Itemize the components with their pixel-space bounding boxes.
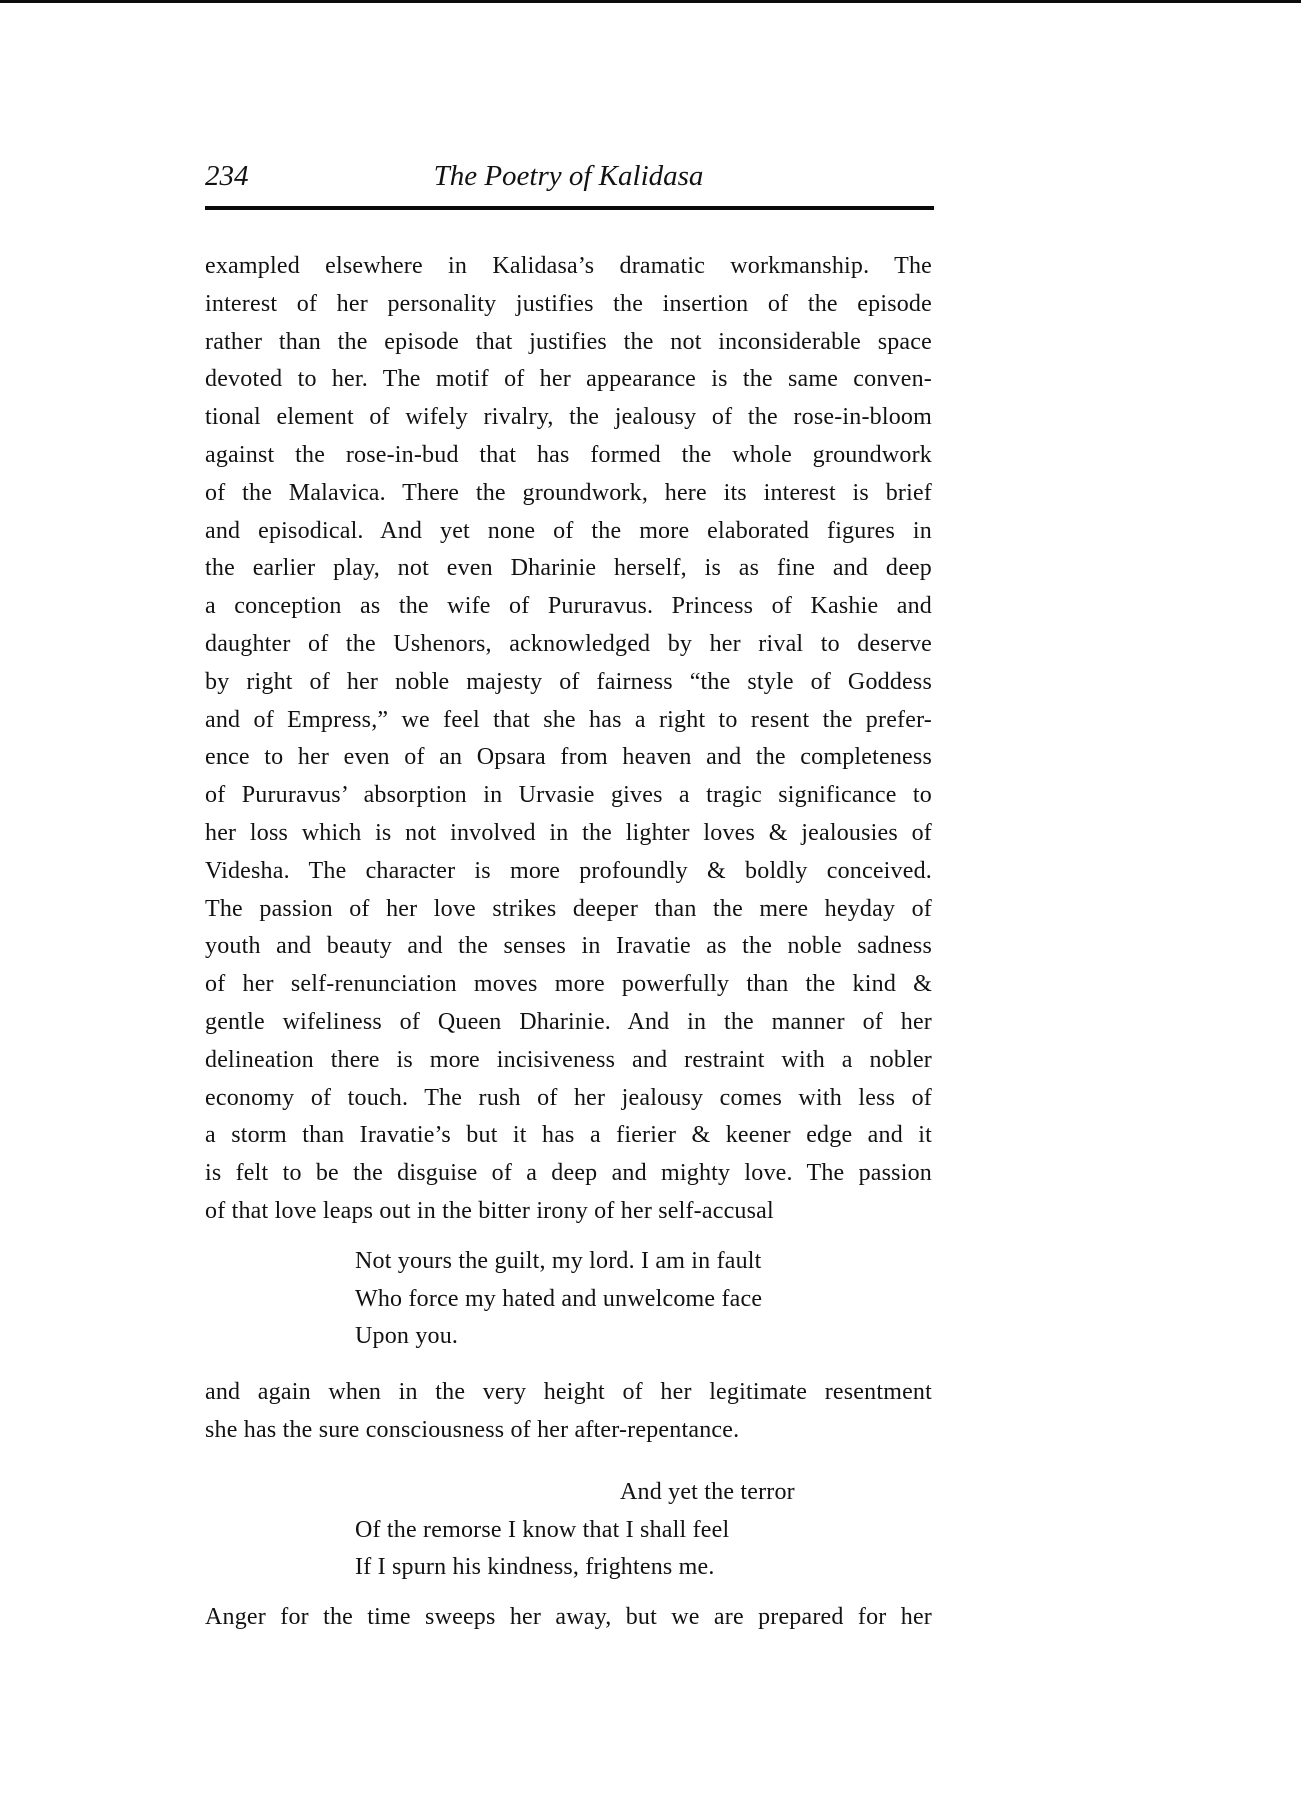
text-line: of Pururavus’ absorption in Urvasie gives a tragic significance to bbox=[205, 782, 932, 809]
text-line: of her self-renunciation moves more powerfully than the kind & bbox=[205, 971, 932, 998]
running-title: The Poetry of Kalidasa bbox=[433, 160, 704, 192]
text-line: exampled elsewhere in Kalidasa’s dramatic workmanship. The bbox=[205, 253, 932, 279]
text-line: of that love leaps out in the bitter irony of her self-accusal bbox=[205, 1197, 774, 1224]
text-line: by right of her noble majesty of fairness “the style of Goddess bbox=[205, 668, 932, 695]
scan-artifact-top-edge bbox=[0, 0, 1301, 3]
paragraph bbox=[205, 248, 932, 1231]
header-rule bbox=[205, 206, 934, 210]
verse-line: And yet the terror bbox=[620, 1478, 795, 1505]
text-line: daughter of the Ushenors, acknowledged by her rival to deserve bbox=[205, 630, 932, 657]
verse-quote bbox=[355, 1474, 932, 1587]
text-line: Videsha. The character is more profoundly & boldly conceived. bbox=[205, 857, 932, 884]
verse-line: Not yours the guilt, my lord. I am in fault bbox=[355, 1247, 762, 1274]
text-line: she has the sure consciousness of her after-repentance. bbox=[205, 1416, 740, 1443]
paragraph bbox=[205, 1374, 932, 1450]
page-header bbox=[205, 158, 932, 198]
text-line: gentle wifeliness of Queen Dharinie. And in the manner of her bbox=[205, 1008, 932, 1035]
text-line: ence to her even of an Opsara from heaven and the completeness bbox=[205, 744, 932, 771]
text-line: the earlier play, not even Dharinie herself, is as fine and deep bbox=[205, 555, 932, 582]
text-line: and episodical. And yet none of the more elaborated figures in bbox=[205, 517, 932, 544]
text-line: her loss which is not involved in the lighter loves & jealousies of bbox=[205, 819, 932, 846]
text-line: tional element of wifely rivalry, the jealousy of the rose-in-bloom bbox=[205, 404, 932, 431]
text-line: against the rose-in-bud that has formed the whole groundwork bbox=[205, 441, 932, 468]
page-number: 234 bbox=[205, 160, 249, 192]
text-line: economy of touch. The rush of her jealousy comes with less of bbox=[205, 1084, 932, 1111]
body-text bbox=[205, 248, 932, 1637]
text-line: a conception as the wife of Pururavus. Princess of Kashie and bbox=[205, 593, 932, 620]
text-line: devoted to her. The motif of her appearance is the same conven- bbox=[205, 366, 932, 393]
text-line: interest of her personality justifies the insertion of the episode bbox=[205, 290, 932, 317]
text-line: delineation there is more incisiveness and restraint with a nobler bbox=[205, 1046, 932, 1073]
text-line: a storm than Iravatie’s but it has a fierier & keener edge and it bbox=[205, 1122, 932, 1149]
paragraph bbox=[205, 1599, 932, 1637]
verse-line: Who force my hated and unwelcome face bbox=[355, 1285, 763, 1312]
text-line: rather than the episode that justifies the not inconsiderable space bbox=[205, 328, 932, 355]
text-line: The passion of her love strikes deeper than the mere heyday of bbox=[205, 895, 932, 922]
verse-line: Of the remorse I know that I shall feel bbox=[355, 1516, 730, 1543]
text-line: and again when in the very height of her legitimate resentment bbox=[205, 1379, 932, 1406]
text-line: and of Empress,” we feel that she has a right to resent the prefer- bbox=[205, 706, 932, 733]
text-line: of the Malavica. There the groundwork, here its interest is brief bbox=[205, 479, 932, 506]
text-line: youth and beauty and the senses in Iravatie as the noble sadness bbox=[205, 933, 932, 960]
verse-line: Upon you. bbox=[355, 1323, 459, 1350]
text-line: is felt to be the disguise of a deep and mighty love. The passion bbox=[205, 1160, 932, 1187]
verse-line: If I spurn his kindness, frightens me. bbox=[355, 1554, 715, 1581]
verse-quote bbox=[355, 1243, 932, 1356]
text-line: Anger for the time sweeps her away, but we are prepared for her bbox=[205, 1604, 932, 1631]
